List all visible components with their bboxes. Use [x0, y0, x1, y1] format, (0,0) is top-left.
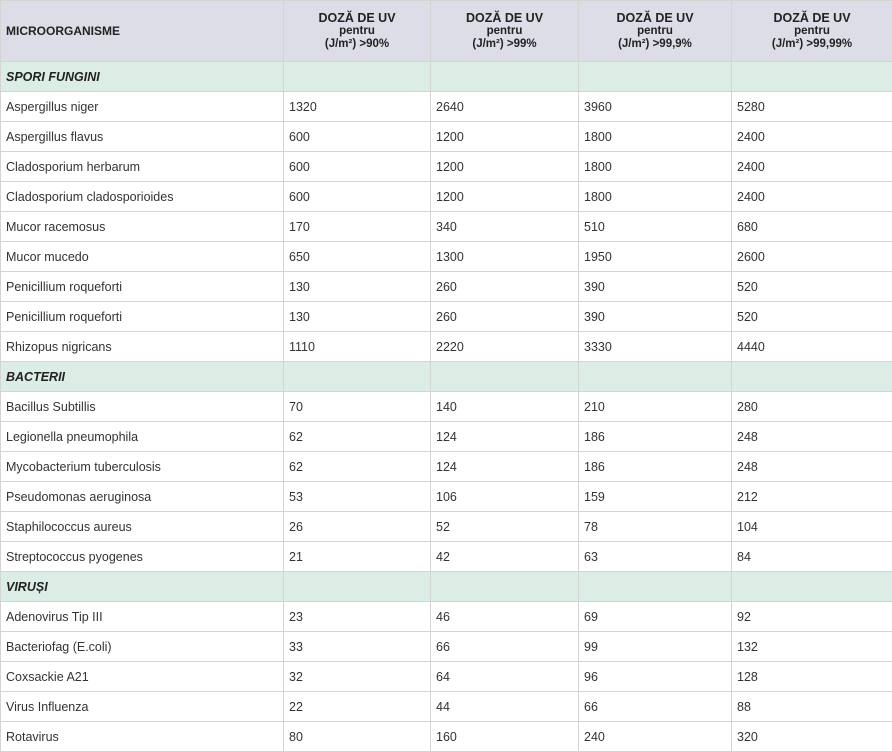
- column-header-dose-4: [732, 1, 892, 62]
- dose-value: 186: [579, 422, 732, 452]
- header-line: DOZĂ DE UV: [732, 12, 892, 25]
- header-line: DOZĂ DE UV: [284, 12, 430, 25]
- dose-value: 132: [732, 632, 892, 662]
- dose-value: 84: [732, 542, 892, 572]
- dose-value: 2220: [431, 332, 579, 362]
- dose-value: 33: [284, 632, 431, 662]
- table-row: [1, 602, 892, 632]
- microorganism-name: Adenovirus Tip III: [1, 602, 284, 632]
- dose-value: 2640: [431, 92, 579, 122]
- dose-value: 26: [284, 512, 431, 542]
- microorganism-name: Aspergillus niger: [1, 92, 284, 122]
- dose-value: 96: [579, 662, 732, 692]
- microorganism-name: Virus Influenza: [1, 692, 284, 722]
- dose-value: 66: [431, 632, 579, 662]
- section-empty-cell: [284, 62, 431, 92]
- table-header: [1, 1, 892, 62]
- dose-value: 44: [431, 692, 579, 722]
- header-line: (J/m²) >99,99%: [732, 38, 892, 51]
- dose-value: 128: [732, 662, 892, 692]
- microorganism-name: Streptococcus pyogenes: [1, 542, 284, 572]
- dose-value: 70: [284, 392, 431, 422]
- section-title: VIRUȘI: [1, 572, 284, 602]
- table-row: [1, 482, 892, 512]
- dose-value: 1300: [431, 242, 579, 272]
- dose-value: 92: [732, 602, 892, 632]
- dose-value: 66: [579, 692, 732, 722]
- dose-value: 2600: [732, 242, 892, 272]
- dose-value: 124: [431, 452, 579, 482]
- dose-value: 1200: [431, 182, 579, 212]
- dose-value: 680: [732, 212, 892, 242]
- dose-value: 23: [284, 602, 431, 632]
- header-line: (J/m²) >90%: [284, 38, 430, 51]
- table-row: [1, 452, 892, 482]
- dose-value: 88: [732, 692, 892, 722]
- table-row: [1, 92, 892, 122]
- microorganism-name: Bacillus Subtillis: [1, 392, 284, 422]
- section-empty-cell: [579, 572, 732, 602]
- header-row: [1, 1, 892, 62]
- dose-value: 248: [732, 422, 892, 452]
- table-row: [1, 722, 892, 752]
- section-empty-cell: [431, 362, 579, 392]
- dose-value: 212: [732, 482, 892, 512]
- section-row: [1, 572, 892, 602]
- dose-value: 210: [579, 392, 732, 422]
- microorganism-name: Penicillium roqueforti: [1, 302, 284, 332]
- dose-value: 130: [284, 302, 431, 332]
- dose-value: 106: [431, 482, 579, 512]
- dose-value: 520: [732, 302, 892, 332]
- table-row: [1, 542, 892, 572]
- microorganism-name: Cladosporium herbarum: [1, 152, 284, 182]
- table-row: [1, 212, 892, 242]
- dose-value: 159: [579, 482, 732, 512]
- dose-value: 2400: [732, 182, 892, 212]
- dose-value: 78: [579, 512, 732, 542]
- header-line: DOZĂ DE UV: [431, 12, 578, 25]
- table-row: [1, 392, 892, 422]
- dose-value: 130: [284, 272, 431, 302]
- header-line: pentru: [284, 25, 430, 38]
- dose-value: 650: [284, 242, 431, 272]
- dose-value: 248: [732, 452, 892, 482]
- dose-value: 4440: [732, 332, 892, 362]
- microorganism-name: Penicillium roqueforti: [1, 272, 284, 302]
- header-line: MICROORGANISME: [6, 25, 283, 38]
- section-empty-cell: [431, 62, 579, 92]
- dose-value: 140: [431, 392, 579, 422]
- microorganism-name: Coxsackie A21: [1, 662, 284, 692]
- header-line: pentru: [579, 25, 731, 38]
- section-empty-cell: [284, 572, 431, 602]
- dose-value: 80: [284, 722, 431, 752]
- dose-value: 1800: [579, 182, 732, 212]
- table-row: [1, 242, 892, 272]
- section-title: BACTERII: [1, 362, 284, 392]
- dose-value: 510: [579, 212, 732, 242]
- header-line: (J/m²) >99%: [431, 38, 578, 51]
- dose-value: 42: [431, 542, 579, 572]
- section-row: [1, 362, 892, 392]
- table-row: [1, 302, 892, 332]
- microorganism-name: Rhizopus nigricans: [1, 332, 284, 362]
- microorganism-name: Mucor mucedo: [1, 242, 284, 272]
- dose-value: 52: [431, 512, 579, 542]
- dose-value: 62: [284, 422, 431, 452]
- microorganism-name: Rotavirus: [1, 722, 284, 752]
- section-empty-cell: [579, 62, 732, 92]
- microorganism-name: Staphilococcus aureus: [1, 512, 284, 542]
- dose-value: 2400: [732, 122, 892, 152]
- section-title: SPORI FUNGINI: [1, 62, 284, 92]
- dose-value: 240: [579, 722, 732, 752]
- dose-value: 3330: [579, 332, 732, 362]
- dose-value: 5280: [732, 92, 892, 122]
- column-header-dose-3: [579, 1, 732, 62]
- dose-value: 63: [579, 542, 732, 572]
- dose-value: 1800: [579, 122, 732, 152]
- table-body: [1, 62, 892, 752]
- dose-value: 62: [284, 452, 431, 482]
- microorganism-name: Legionella pneumophila: [1, 422, 284, 452]
- column-header-microorganism: [1, 1, 284, 62]
- table-row: [1, 692, 892, 722]
- dose-value: 520: [732, 272, 892, 302]
- dose-value: 69: [579, 602, 732, 632]
- dose-value: 600: [284, 152, 431, 182]
- table-row: [1, 182, 892, 212]
- header-line: DOZĂ DE UV: [579, 12, 731, 25]
- section-empty-cell: [732, 572, 892, 602]
- microorganism-name: Aspergillus flavus: [1, 122, 284, 152]
- section-empty-cell: [284, 362, 431, 392]
- table-row: [1, 662, 892, 692]
- header-line: (J/m²) >99,9%: [579, 38, 731, 51]
- dose-value: 2400: [732, 152, 892, 182]
- dose-value: 64: [431, 662, 579, 692]
- dose-value: 104: [732, 512, 892, 542]
- dose-value: 320: [732, 722, 892, 752]
- microorganism-name: Pseudomonas aeruginosa: [1, 482, 284, 512]
- dose-value: 340: [431, 212, 579, 242]
- section-empty-cell: [431, 572, 579, 602]
- section-empty-cell: [732, 62, 892, 92]
- column-header-dose-2: [431, 1, 579, 62]
- dose-value: 186: [579, 452, 732, 482]
- dose-value: 3960: [579, 92, 732, 122]
- table-row: [1, 422, 892, 452]
- table-row: [1, 122, 892, 152]
- dose-value: 160: [431, 722, 579, 752]
- table-row: [1, 632, 892, 662]
- section-row: [1, 62, 892, 92]
- dose-value: 170: [284, 212, 431, 242]
- dose-value: 390: [579, 272, 732, 302]
- table-row: [1, 152, 892, 182]
- dose-value: 99: [579, 632, 732, 662]
- microorganism-name: Mycobacterium tuberculosis: [1, 452, 284, 482]
- dose-value: 1950: [579, 242, 732, 272]
- dose-value: 124: [431, 422, 579, 452]
- section-empty-cell: [579, 362, 732, 392]
- dose-value: 21: [284, 542, 431, 572]
- header-line: pentru: [431, 25, 578, 38]
- dose-value: 53: [284, 482, 431, 512]
- dose-value: 1800: [579, 152, 732, 182]
- dose-value: 600: [284, 182, 431, 212]
- dose-value: 1110: [284, 332, 431, 362]
- dose-value: 260: [431, 272, 579, 302]
- table-row: [1, 332, 892, 362]
- table-row: [1, 272, 892, 302]
- table-row: [1, 512, 892, 542]
- column-header-dose-1: [284, 1, 431, 62]
- section-empty-cell: [732, 362, 892, 392]
- dose-value: 1200: [431, 122, 579, 152]
- dose-value: 22: [284, 692, 431, 722]
- dose-value: 1200: [431, 152, 579, 182]
- dose-value: 600: [284, 122, 431, 152]
- dose-value: 390: [579, 302, 732, 332]
- header-line: pentru: [732, 25, 892, 38]
- microorganism-name: Cladosporium cladosporioides: [1, 182, 284, 212]
- microorganism-name: Bacteriofag (E.coli): [1, 632, 284, 662]
- dose-value: 32: [284, 662, 431, 692]
- dose-value: 46: [431, 602, 579, 632]
- dose-value: 1320: [284, 92, 431, 122]
- dose-value: 260: [431, 302, 579, 332]
- dose-value: 280: [732, 392, 892, 422]
- microorganism-name: Mucor racemosus: [1, 212, 284, 242]
